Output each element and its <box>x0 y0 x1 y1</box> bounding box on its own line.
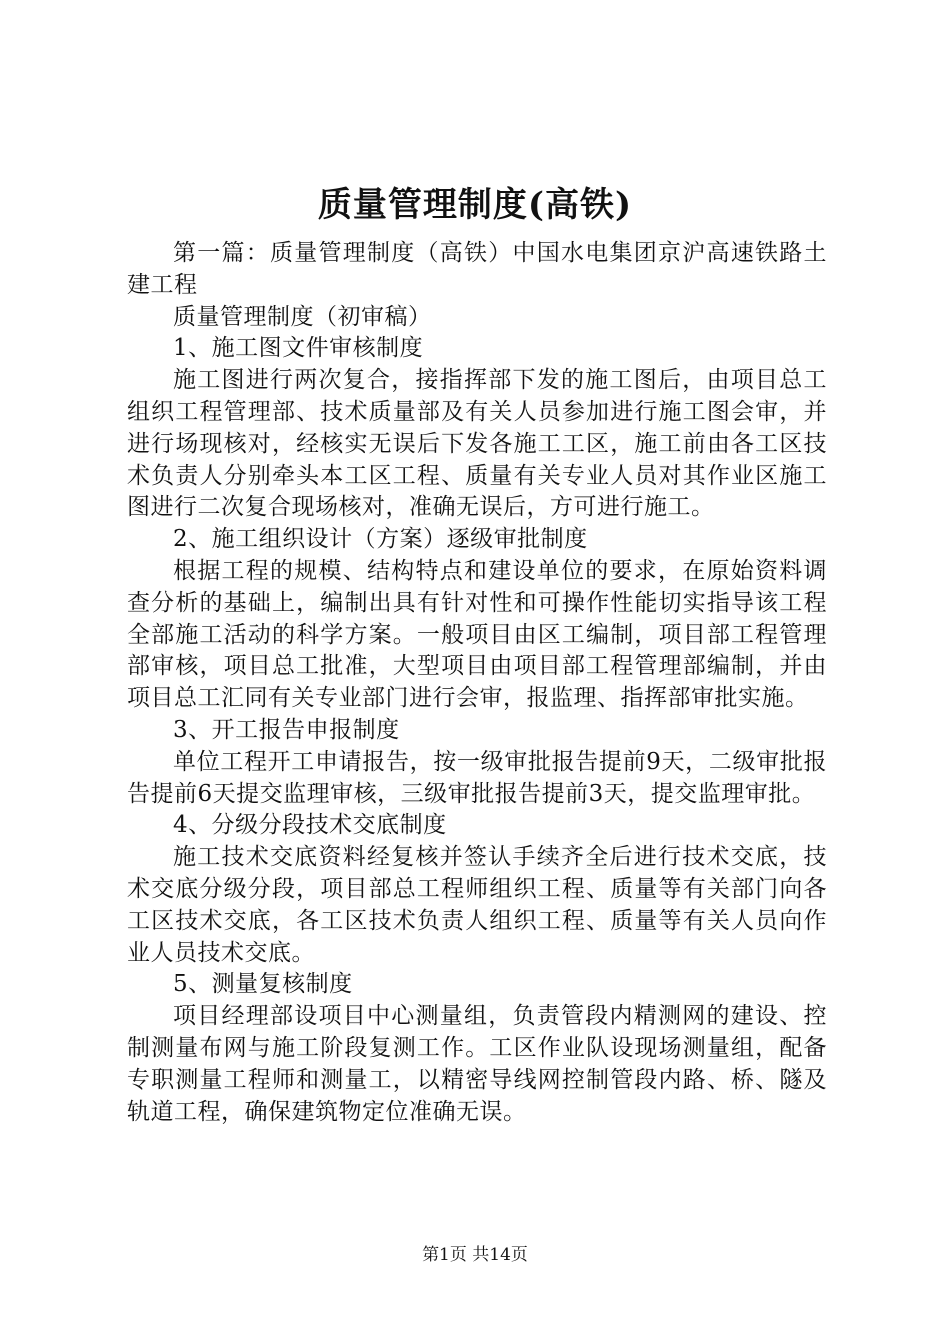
section-heading: 2、施工组织设计（方案）逐级审批制度 <box>173 526 588 553</box>
section-heading: 3、开工报告申报制度 <box>173 716 400 743</box>
section-heading: 4、分级分段技术交底制度 <box>173 812 447 839</box>
section-heading: 1、施工图文件审核制度 <box>173 335 424 362</box>
draft-heading: 质量管理制度（初审稿） <box>173 303 432 330</box>
page-number-footer: 第1页 共14页 <box>422 1245 528 1265</box>
document-body <box>127 238 827 1128</box>
section-paragraph: 施工技术交底资料经复核并签认手续齐全后进行技术交底，技术交底分级分段，项目部总工程师组织工程、质量等有关部门向各工区技术交底，各工区技术负责人组织工程、质量等有关人员向作业人员技术交底。 <box>127 844 827 966</box>
document-title: 质量管理制度(高铁) <box>317 185 633 225</box>
section-heading: 5、测量复核制度 <box>173 971 353 998</box>
section-paragraph: 项目经理部设项目中心测量组，负责管段内精测网的建设、控制测量布网与施工阶段复测工作。工区作业队设现场测量组，配备专职测量工程师和测量工，以精密导线网控制管段内路、桥、隧及轨道工程，确保建筑物定位准确无误。 <box>127 1003 827 1125</box>
section-paragraph: 根据工程的规模、结构特点和建设单位的要求，在原始资料调查分析的基础上，编制出具有针对性和可操作性能切实指导该工程全部施工活动的科学方案。一般项目由区工编制，项目部工程管理部审核，项目总工批准，大型项目由项目部工程管理部编制，并由项目总工汇同有关专业部门进行会审，报监理、指挥部审批实施。 <box>127 557 827 712</box>
section-paragraph: 单位工程开工申请报告，按一级审批报告提前9天，二级审批报告提前6天提交监理审核，三级审批报告提前3天，提交监理审批。 <box>127 748 827 807</box>
intro-paragraph: 第一篇：质量管理制度（高铁）中国水电集团京沪高速铁路土建工程 <box>127 240 827 298</box>
section-paragraph: 施工图进行两次复合，接指挥部下发的施工图后，由项目总工组织工程管理部、技术质量部及有关人员参加进行施工图会审，并进行场现核对，经核实无误后下发各施工工区，施工前由各工区技术负责人分别牵头本工区工程、质量有关专业人员对其作业区施工图进行二次复合现场核对，准确无误后，方可进行施工。 <box>127 367 827 521</box>
